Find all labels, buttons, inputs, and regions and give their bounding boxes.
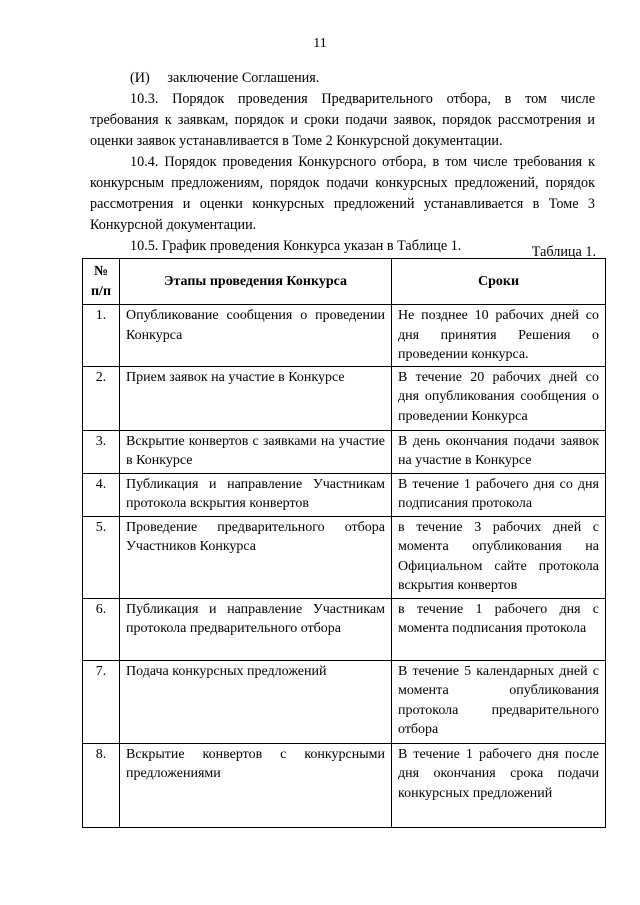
paragraph-conclusion: (И) заключение Соглашения. <box>130 70 320 86</box>
header-term: Сроки <box>392 259 606 305</box>
table-row <box>83 660 606 743</box>
paragraph-10-3: 10.3. Порядок проведения Предварительного отбора, в том числе требования к заявкам, порядок и сроки подачи заявок, порядок рассмотрения и оценки заявок устанавливается в Томе 2 Конкурсной документации. <box>90 91 595 149</box>
table-row <box>83 473 606 516</box>
table-row <box>83 366 606 430</box>
row-term: В течение 1 рабочего дня после дня окончания срока подачи конкурсных предложений <box>392 743 606 827</box>
row-term: В течение 5 календарных дней с момента опубликования протокола предварительного отбора <box>392 660 606 743</box>
row-number: 4. <box>83 473 120 516</box>
header-stage: Этапы проведения Конкурса <box>120 259 392 305</box>
row-number: 8. <box>83 743 120 827</box>
paragraph-10-4: 10.4. Порядок проведения Конкурсного отбора, в том числе требования к конкурсным предложениям, порядок подачи конкурсных предложений, порядок рассмотрения и оценки конкурсных предложений устанавливается в Томе 3 Конкурсной документации. <box>90 154 595 233</box>
schedule-table <box>82 258 606 828</box>
row-stage: Вскрытие конвертов с заявками на участие в Конкурсе <box>120 430 392 473</box>
row-term: В течение 1 рабочего дня со дня подписания протокола <box>392 473 606 516</box>
row-stage: Опубликование сообщения о проведении Конкурса <box>120 305 392 367</box>
row-stage: Вскрытие конвертов с конкурсными предложениями <box>120 743 392 827</box>
row-number: 1. <box>83 305 120 367</box>
row-stage: Прием заявок на участие в Конкурсе <box>120 366 392 430</box>
table-row <box>83 598 606 660</box>
row-term: В течение 20 рабочих дней со дня опубликования сообщения о проведении Конкурса <box>392 366 606 430</box>
row-number: 5. <box>83 516 120 598</box>
header-number-symbol: № <box>93 264 109 279</box>
row-stage: Публикация и направление Участникам протокола предварительного отбора <box>120 598 392 660</box>
body-text <box>90 68 595 257</box>
row-number: 7. <box>83 660 120 743</box>
row-term: в течение 3 рабочих дней с момента опубликования на Официальном сайте протокола вскрытия конвертов <box>392 516 606 598</box>
table-caption: Таблица 1. <box>531 244 596 260</box>
header-number <box>83 259 120 305</box>
row-stage: Публикация и направление Участникам протокола вскрытия конвертов <box>120 473 392 516</box>
row-stage: Проведение предварительного отбора Участников Конкурса <box>120 516 392 598</box>
row-number: 6. <box>83 598 120 660</box>
row-term: в течение 1 рабочего дня с момента подписания протокола <box>392 598 606 660</box>
table-row <box>83 743 606 827</box>
paragraph-10-5: 10.5. График проведения Конкурса указан в Таблице 1. <box>130 238 462 254</box>
row-term: Не позднее 10 рабочих дней со дня принятия Решения о проведении конкурса. <box>392 305 606 367</box>
row-stage: Подача конкурсных предложений <box>120 660 392 743</box>
row-number: 3. <box>83 430 120 473</box>
row-number: 2. <box>83 366 120 430</box>
table-row <box>83 305 606 367</box>
row-term: В день окончания подачи заявок на участие в Конкурсе <box>392 430 606 473</box>
table-row <box>83 516 606 598</box>
table-header-row <box>83 259 606 305</box>
page-number: 11 <box>313 36 327 51</box>
table-row <box>83 430 606 473</box>
header-number-abbr: п/п <box>90 283 112 299</box>
